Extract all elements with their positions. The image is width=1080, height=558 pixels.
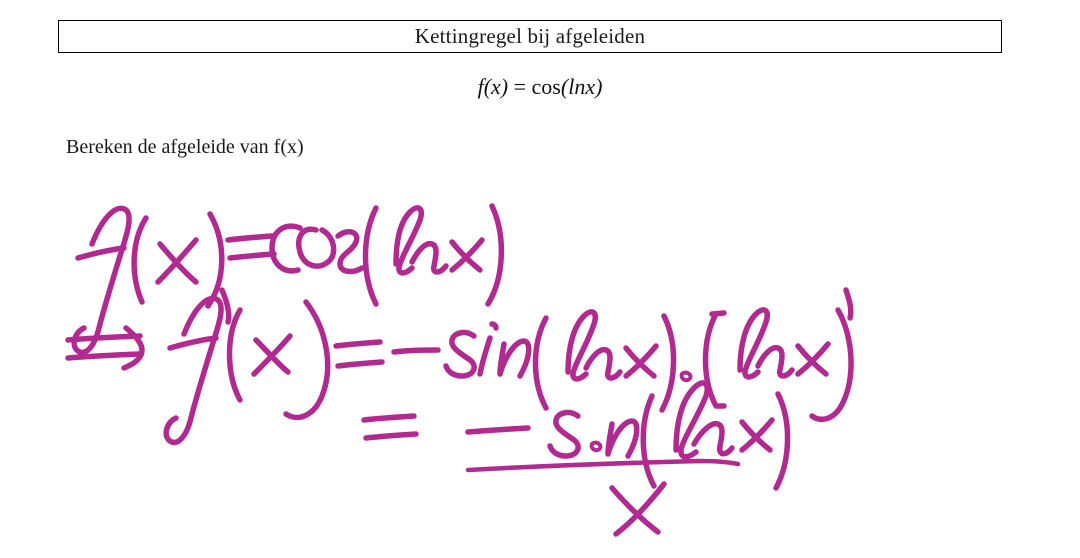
formula-function-name: f [477, 74, 484, 99]
ink-canvas [0, 178, 1080, 558]
ink-line3-denominator-x [612, 484, 664, 534]
formula-cos-argument: (lnx) [560, 74, 603, 99]
page-title: Kettingregel bij afgeleiden [414, 24, 646, 48]
ink-line1-paren-x [134, 214, 222, 306]
formula-cos: cos [531, 74, 561, 99]
title-box [58, 20, 1002, 53]
ink-line2-f-prime [166, 290, 229, 442]
formula-equals: = [513, 74, 527, 99]
handwritten-solution [0, 178, 1080, 558]
ink-line1-cos [272, 226, 362, 271]
instruction-text: Bereken de afgeleide van f(x) [66, 136, 304, 158]
ink-line1-paren-lnx [366, 206, 502, 304]
ink-line1-f [74, 208, 129, 352]
ink-line3-minus [468, 428, 528, 432]
ink-line3-equals [364, 416, 416, 438]
ink-line2-dot [682, 373, 691, 381]
printed-formula [0, 74, 1080, 100]
ink-line2-equals [336, 342, 382, 366]
ink-line2-minus [394, 350, 438, 352]
ink-line2-paren-x [230, 302, 328, 417]
ink-line3-fraction-bar [468, 461, 738, 470]
formula-function-argument: (x) [483, 74, 509, 99]
ink-line2-sin [446, 324, 529, 376]
ink-line3-sin [550, 413, 637, 456]
ink-line1-equals [228, 236, 274, 258]
